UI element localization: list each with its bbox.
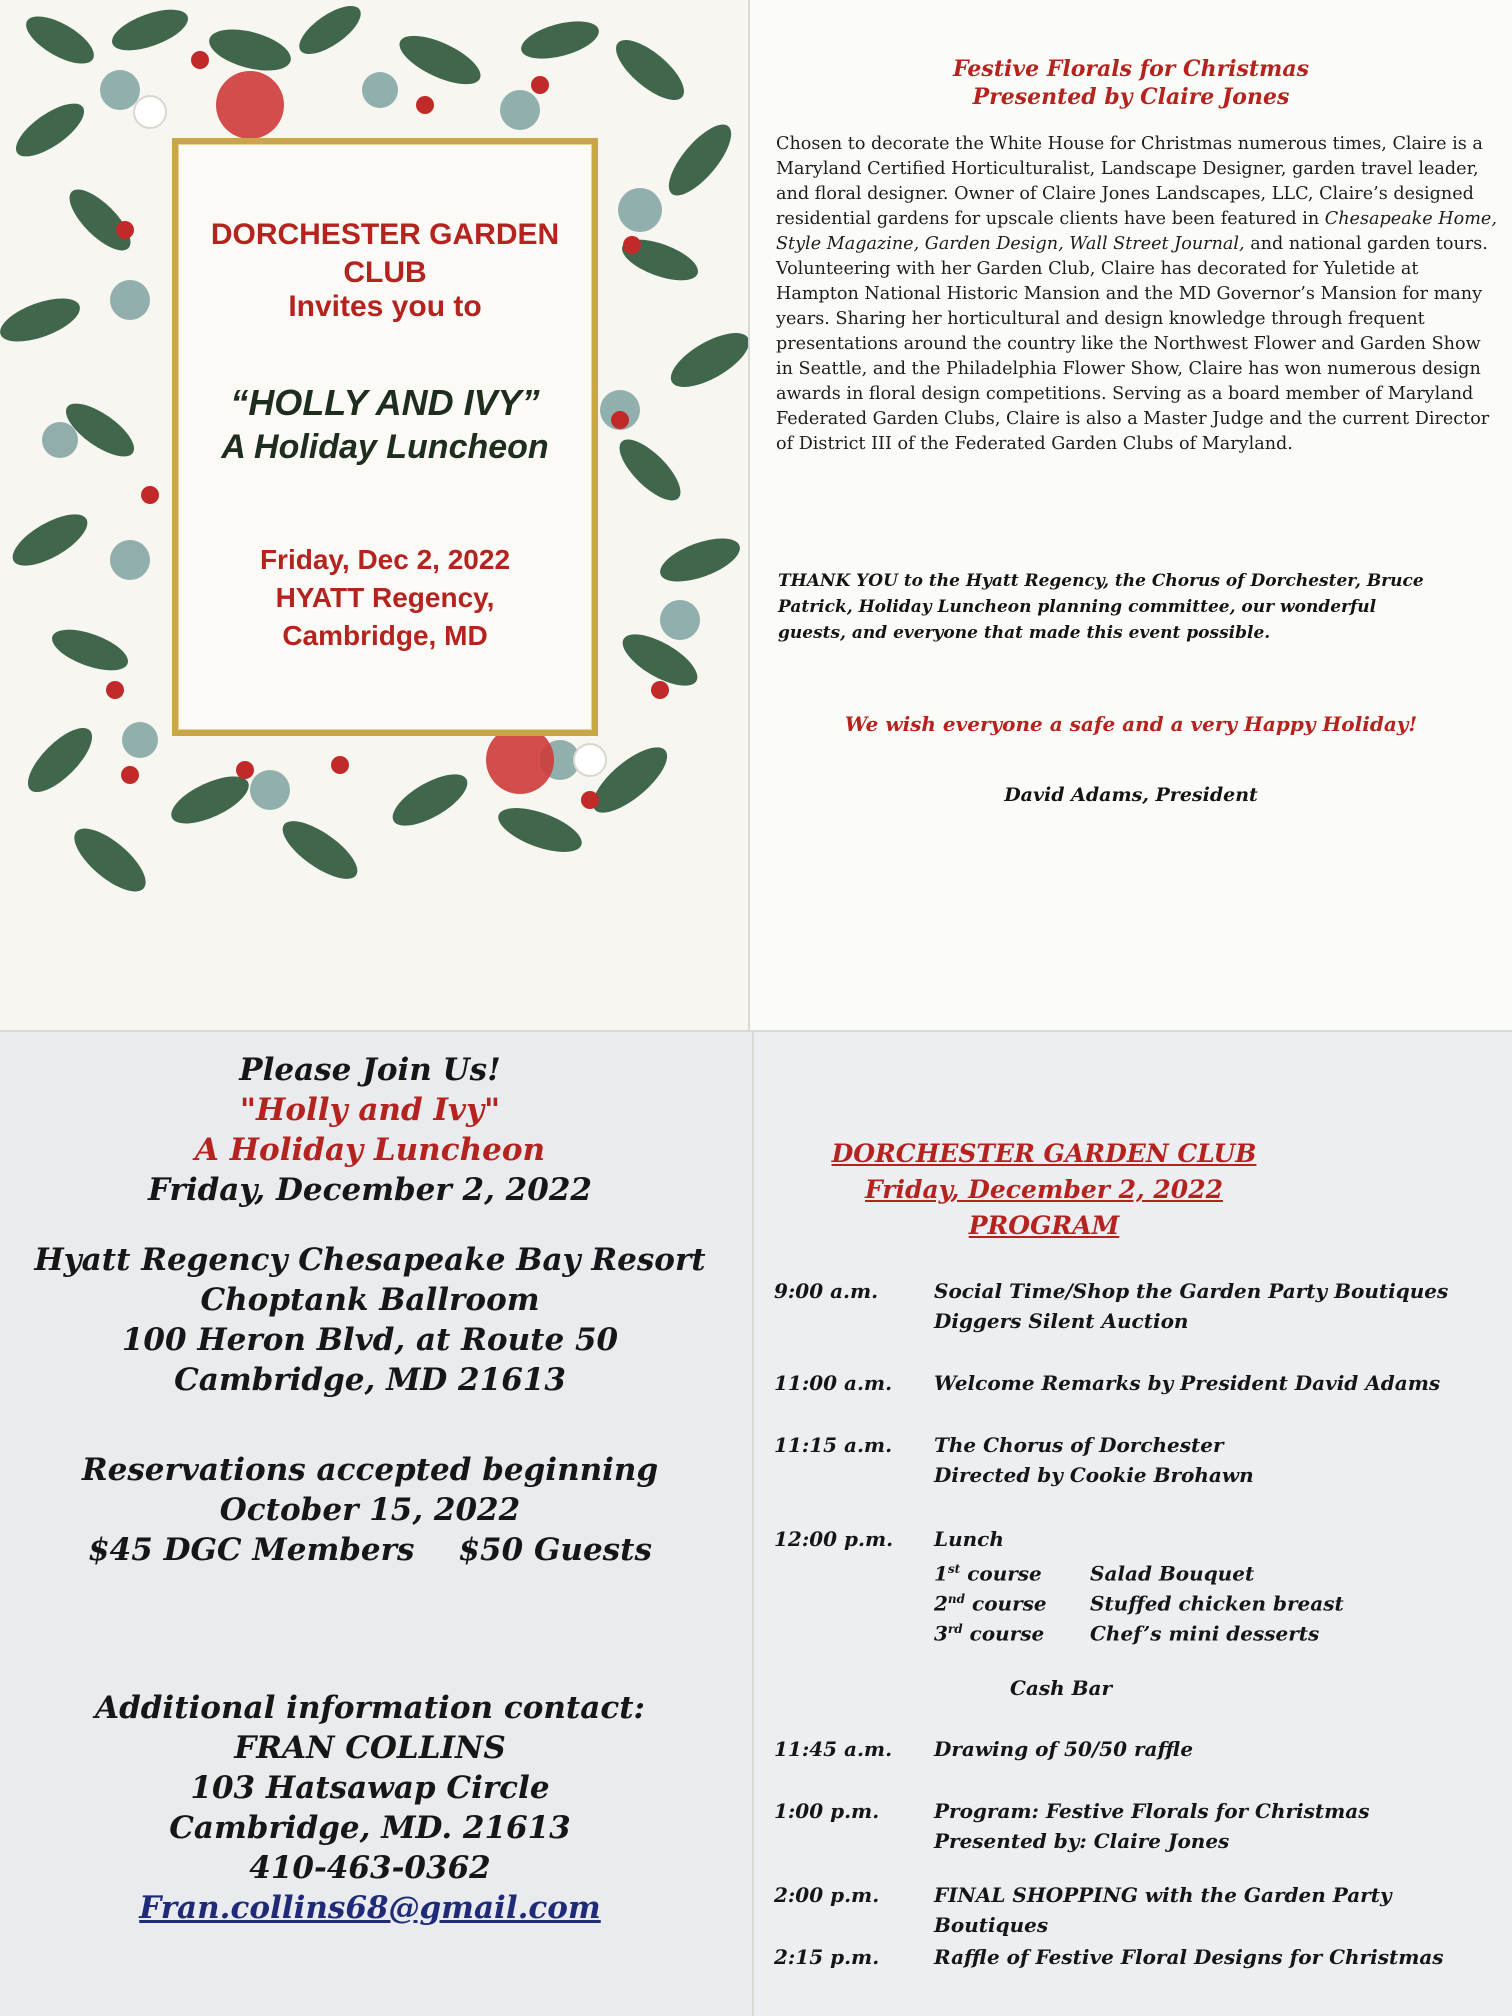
contact-address: 103 Hatsawap Circle bbox=[190, 1770, 550, 1806]
program-desc-line: Diggers Silent Auction bbox=[934, 1309, 1189, 1333]
program-desc bbox=[934, 1942, 1494, 1972]
invitation-panel bbox=[0, 1032, 752, 2016]
program-desc bbox=[934, 1430, 1494, 1490]
course-number: 1 bbox=[934, 1561, 948, 1586]
price-members: $45 DGC Members bbox=[88, 1532, 415, 1568]
contact-city: Cambridge, MD. 21613 bbox=[169, 1810, 571, 1846]
speaker-presenter: Presented by Claire Jones bbox=[972, 84, 1290, 110]
course-ordinal bbox=[934, 1614, 1090, 1649]
course-number: 2 bbox=[934, 1591, 948, 1616]
gold-frame bbox=[172, 138, 598, 736]
price-guests: $50 Guests bbox=[458, 1532, 652, 1568]
invite-city: Cambridge, MD 21613 bbox=[174, 1362, 566, 1398]
course-word: course bbox=[967, 1561, 1042, 1586]
course-word: course bbox=[969, 1621, 1045, 1646]
invite-date: Friday, December 2, 2022 bbox=[148, 1172, 592, 1208]
invite-prices bbox=[0, 1530, 740, 1570]
invite-reservations-date: October 15, 2022 bbox=[219, 1492, 521, 1528]
program-time: 11:45 a.m. bbox=[774, 1737, 893, 1761]
thank-you-note: THANK YOU to the Hyatt Regency, the Chorus of Dorchester, Bruce Patrick, Holiday Luncheon planning committee, our wonderful guests, and everyone that made this event possible. bbox=[778, 571, 1424, 643]
cover-event-subtitle: A Holiday Luncheon bbox=[221, 428, 549, 466]
program-time: 9:00 a.m. bbox=[774, 1279, 879, 1303]
speaker-bio-paragraph-1 bbox=[776, 132, 1498, 257]
program-time: 11:00 a.m. bbox=[774, 1371, 893, 1395]
program-desc-line: Drawing of 50/50 raffle bbox=[934, 1737, 1194, 1761]
cover-city: Cambridge, MD bbox=[282, 620, 488, 651]
contact-heading: Additional information contact: bbox=[95, 1690, 645, 1726]
cover-panel bbox=[0, 0, 748, 1030]
program-desc-line: Lunch bbox=[934, 1527, 1004, 1551]
invite-street: 100 Heron Blvd, at Route 50 bbox=[121, 1322, 619, 1358]
course-word: course bbox=[972, 1591, 1047, 1616]
speaker-bio-paragraph-2: Volunteering with her Garden Club, Claire has decorated for Yuletide at Hampton National Historic Mansion and the MD Governor’s Mansion for many years. Sharing her horticultural and design knowledge through frequent presentations around the country like the Northwest Flower and Garden Show in Seattle, and the Philadelphia Flower Show, Claire has won numerous design awards in floral design competitions. Serving as a board member of Maryland Federated Garden Clubs, Claire is also a Master Judge and the current Director of District III of the Federated Garden Clubs of Maryland. bbox=[776, 259, 1490, 454]
course-dish: Salad Bouquet bbox=[1090, 1561, 1255, 1586]
speaker-bio bbox=[776, 132, 1498, 457]
program-heading: PROGRAM bbox=[968, 1211, 1120, 1240]
program-panel bbox=[754, 1032, 1512, 2016]
speaker-bio-text-a: Chosen to decorate the White House for Christmas numerous times, Claire is a Maryland Certified Horticulturalist, Landscape Designer, garden travel leader, and floral designer. Owner of Claire Jones Landscapes, LLC, Claire’s designed residential gardens for upscale clients have been featured in bbox=[776, 134, 1483, 229]
program-time: 1:00 p.m. bbox=[774, 1799, 880, 1823]
program-desc bbox=[934, 1734, 1494, 1764]
invite-event-title: "Holly and Ivy" bbox=[239, 1092, 501, 1128]
invite-event-subtitle: A Holiday Luncheon bbox=[194, 1132, 546, 1168]
invite-venue: Hyatt Regency Chesapeake Bay Resort bbox=[34, 1242, 706, 1278]
program-desc bbox=[934, 1796, 1494, 1856]
program-desc-line: FINAL SHOPPING with the Garden Party Boutiques bbox=[934, 1883, 1392, 1937]
program-date-heading: Friday, December 2, 2022 bbox=[864, 1175, 1223, 1204]
cover-club-name: DORCHESTER GARDEN CLUB bbox=[210, 218, 560, 289]
speaker-panel bbox=[750, 0, 1512, 1030]
cover-event-title: “HOLLY AND IVY” bbox=[230, 382, 540, 423]
contact-email-link[interactable]: Fran.collins68@gmail.com bbox=[139, 1890, 601, 1926]
course-dish: Stuffed chicken breast bbox=[1090, 1591, 1344, 1616]
program-desc bbox=[934, 1524, 1494, 1554]
program-desc-line: The Chorus of Dorchester bbox=[934, 1433, 1224, 1457]
invite-please-join: Please Join Us! bbox=[239, 1052, 501, 1088]
course-suffix: nd bbox=[947, 1592, 966, 1606]
lunch-course bbox=[934, 1614, 1494, 1649]
program-time: 12:00 p.m. bbox=[774, 1527, 894, 1551]
program-desc-line: Program: Festive Florals for Christmas bbox=[934, 1799, 1370, 1823]
program-desc bbox=[934, 1368, 1494, 1398]
contact-name: FRAN COLLINS bbox=[234, 1730, 506, 1766]
program-time: 11:15 a.m. bbox=[774, 1433, 893, 1457]
program-club-heading: DORCHESTER GARDEN CLUB bbox=[831, 1139, 1257, 1168]
course-suffix: st bbox=[947, 1562, 961, 1576]
program-desc-line: Presented by: Claire Jones bbox=[934, 1829, 1230, 1853]
program-desc-line: Social Time/Shop the Garden Party Boutiques bbox=[934, 1279, 1449, 1303]
cover-venue: HYATT Regency, bbox=[275, 582, 495, 613]
program-desc bbox=[934, 1880, 1494, 1940]
course-suffix: rd bbox=[947, 1622, 963, 1636]
program-desc bbox=[934, 1276, 1494, 1336]
program-desc-line: Directed by Cookie Brohawn bbox=[934, 1463, 1254, 1487]
president-signature: David Adams, President bbox=[1004, 784, 1258, 806]
cash-bar-note: Cash Bar bbox=[1010, 1676, 1113, 1700]
speaker-title: Festive Florals for Christmas bbox=[953, 56, 1309, 82]
contact-phone: 410-463-0362 bbox=[249, 1850, 491, 1886]
course-number: 3 bbox=[934, 1621, 948, 1646]
cover-date: Friday, Dec 2, 2022 bbox=[259, 544, 511, 575]
program-time: 2:15 p.m. bbox=[774, 1945, 880, 1969]
speaker-bio-text-b: and national garden tours. bbox=[1244, 234, 1488, 254]
speaker-bio-publications: Chesapeake Home, Style Magazine, Garden Design, Wall Street Journal, bbox=[776, 209, 1497, 254]
course-dish: Chef’s mini desserts bbox=[1090, 1621, 1320, 1646]
cover-invites-line: Invites you to bbox=[288, 290, 482, 323]
program-desc-line: Welcome Remarks by President David Adams bbox=[934, 1371, 1441, 1395]
program-desc-line: Raffle of Festive Floral Designs for Christmas bbox=[934, 1945, 1444, 1969]
holiday-wish: We wish everyone a safe and a very Happy Holiday! bbox=[844, 712, 1418, 736]
invite-reservations: Reservations accepted beginning bbox=[81, 1452, 659, 1488]
program-time: 2:00 p.m. bbox=[774, 1883, 880, 1907]
invite-ballroom: Choptank Ballroom bbox=[200, 1282, 540, 1318]
